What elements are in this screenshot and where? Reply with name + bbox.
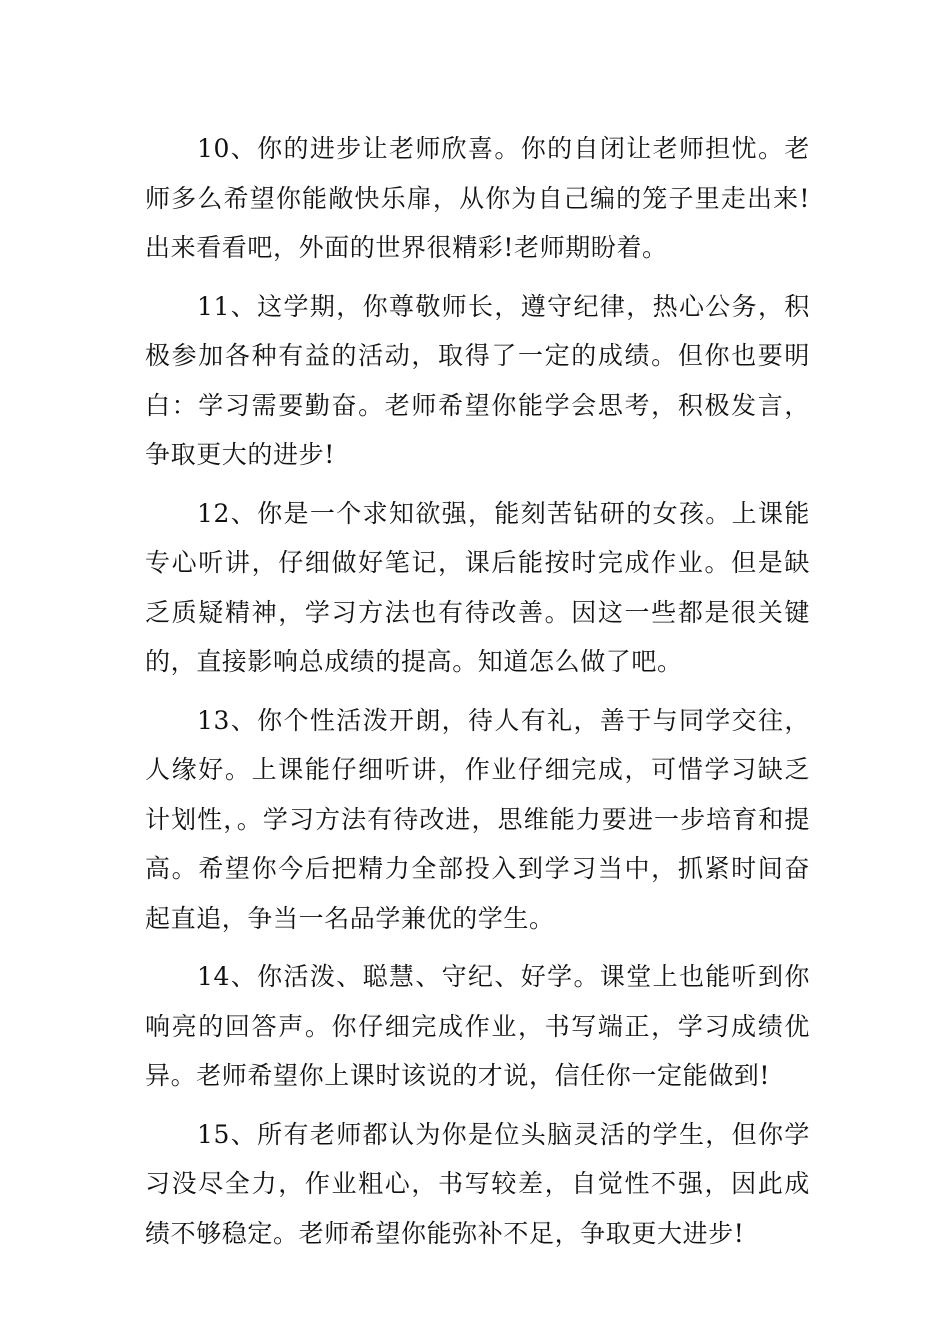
document-body — [145, 124, 810, 1267]
comment-paragraph-10: 10、你的进步让老师欣喜。你的自闭让老师担忧。老师多么希望你能敞快乐扉，从你为自己编的笼子里走出来!出来看看吧，外面的世界很精彩!老师期盼着。 — [145, 134, 810, 262]
comment-paragraph-11: 11、这学期，你尊敬师长，遵守纪律，热心公务，积极参加各种有益的活动，取得了一定的成绩。但你也要明白：学习需要勤奋。老师希望你能学会思考，积极发言，争取更大的进步! — [145, 291, 810, 469]
comment-paragraph-12: 12、你是一个求知欲强，能刻苦钻研的女孩。上课能专心听讲，仔细做好笔记，课后能按时完成作业。但是缺乏质疑精神，学习方法也有待改善。因这一些都是很关键的，直接影响总成绩的提高。知道怎么做了吧。 — [145, 498, 810, 676]
comment-paragraph-14: 14、你活泼、聪慧、守纪、好学。课堂上也能听到你响亮的回答声。你仔细完成作业，书写端正，学习成绩优异。老师希望你上课时该说的才说，信任你一定能做到! — [145, 962, 810, 1090]
comment-paragraph-13: 13、你个性活泼开朗，待人有礼，善于与同学交往，人缘好。上课能仔细听讲，作业仔细完成，可惜学习缺乏计划性，。学习方法有待改进，思维能力要进一步培育和提高。希望你今后把精力全部投入到学习当中，抓紧时间奋起直追，争当一名品学兼优的学生。 — [145, 705, 810, 933]
comment-paragraph-15: 15、所有老师都认为你是位头脑灵活的学生，但你学习没尽全力，作业粗心，书写较差，自觉性不强，因此成绩不够稳定。老师希望你能弥补不足，争取更大进步! — [145, 1119, 810, 1248]
